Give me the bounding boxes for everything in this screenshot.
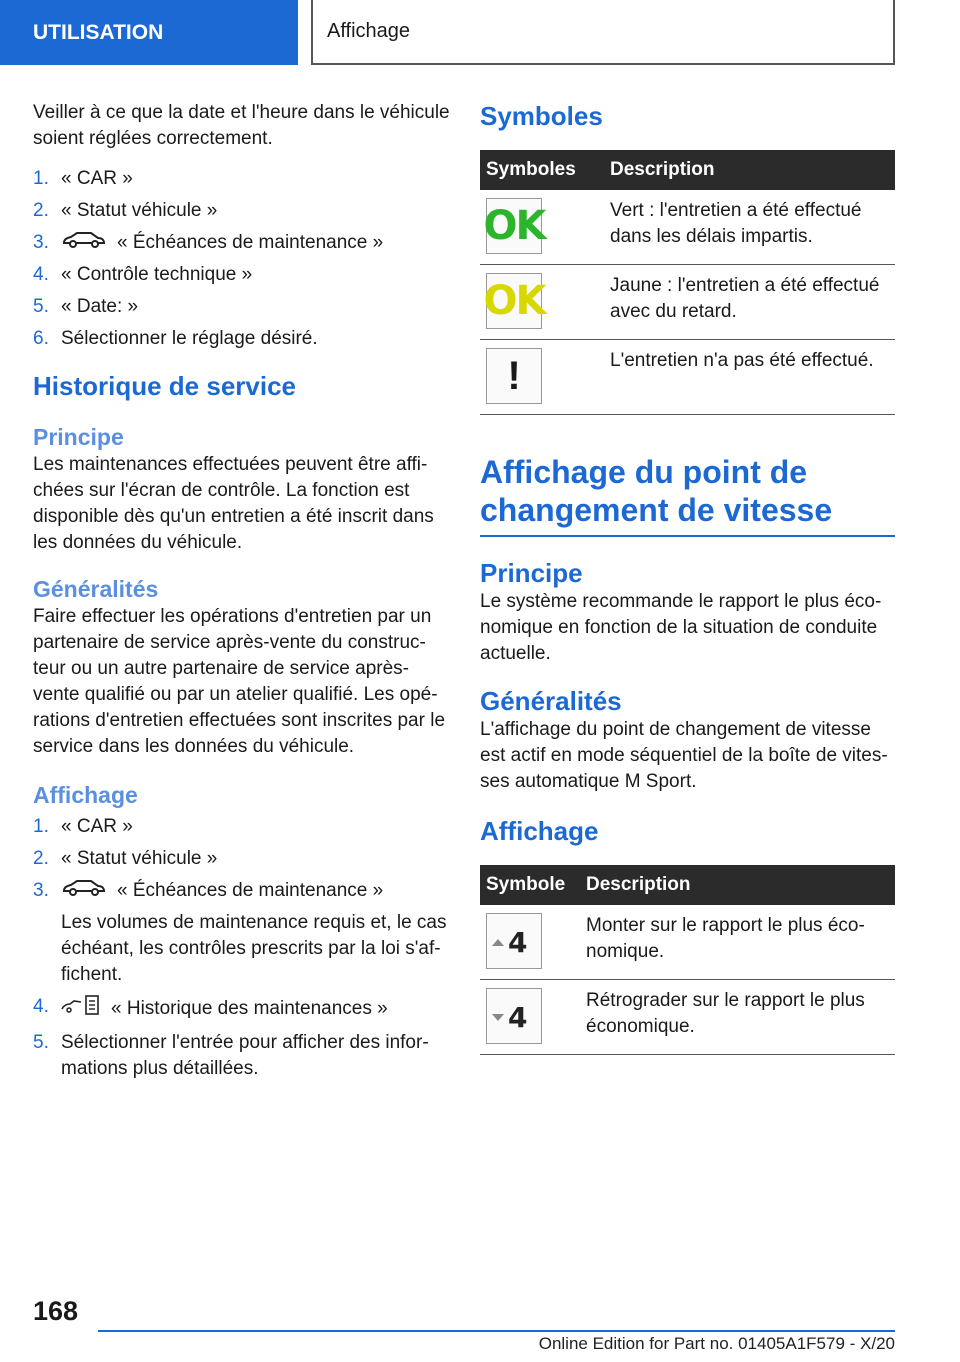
list-text: Sélectionner l'entrée pour afficher des infor- mations plus détaillées. bbox=[61, 1032, 429, 1080]
list-number: 3. bbox=[33, 880, 49, 902]
list-text: « Échéances de maintenance » bbox=[117, 880, 384, 902]
table-row bbox=[480, 340, 895, 415]
page-number: 168 bbox=[33, 1296, 79, 1326]
list-item bbox=[33, 294, 453, 320]
symbol-cell bbox=[480, 265, 604, 340]
edition-text: Online Edition for Part no. 01405A1F579 - X/20 bbox=[538, 1334, 895, 1353]
list-number: 5. bbox=[33, 1032, 49, 1054]
heading-generalites: Généralités bbox=[480, 686, 622, 716]
exclamation-icon: ! bbox=[486, 348, 542, 404]
heading-service-history: Historique de service bbox=[33, 371, 296, 402]
topic-label: Affichage bbox=[327, 20, 411, 42]
heading-affichage: Affichage bbox=[480, 816, 599, 846]
table-row bbox=[480, 980, 895, 1055]
footer-divider bbox=[98, 1330, 895, 1332]
shift-up-icon bbox=[486, 913, 542, 969]
list-text: « Historique des maintenances » bbox=[111, 998, 388, 1020]
ok-green-icon: OK bbox=[486, 198, 542, 254]
symbol-cell bbox=[480, 905, 580, 980]
topic-tab bbox=[311, 0, 895, 65]
list-item bbox=[33, 814, 453, 840]
principe-paragraph: Le système recommande le rapport le plus éco- nomique en fonction de la situation de conduite actuelle. bbox=[480, 591, 882, 664]
table-row bbox=[480, 905, 895, 980]
list-item bbox=[33, 166, 453, 192]
column-header: Description bbox=[604, 150, 895, 190]
shift-symbols-table bbox=[480, 865, 895, 1055]
list-text: « Date: » bbox=[61, 296, 139, 318]
intro-paragraph: Veiller à ce que la date et l'heure dans le véhicule soient réglées correctement. bbox=[33, 102, 450, 149]
left-column bbox=[33, 100, 453, 1088]
symbol-cell bbox=[480, 340, 604, 415]
list-item bbox=[33, 198, 453, 224]
description-cell: L'entretien n'a pas été effectué. bbox=[604, 340, 895, 415]
generalites-paragraph: L'affichage du point de changement de vitesse est actif en mode séquentiel de la boîte de vites- ses automatique M Sport. bbox=[480, 719, 888, 792]
list-text: « Statut véhicule » bbox=[61, 200, 218, 221]
description-cell: Vert : l'entretien a été effectué dans les délais impartis. bbox=[604, 190, 895, 265]
right-column bbox=[480, 100, 895, 1055]
list-item bbox=[33, 994, 453, 1024]
maintenance-symbols-table bbox=[480, 150, 895, 415]
list-item bbox=[33, 262, 453, 288]
symbol-cell bbox=[480, 190, 604, 265]
date-steps-list bbox=[33, 166, 453, 352]
section-tab bbox=[0, 0, 298, 65]
list-item bbox=[33, 326, 453, 352]
description-cell: Jaune : l'entretien a été effectué avec du retard. bbox=[604, 265, 895, 340]
list-text: Sélectionner le réglage désiré. bbox=[61, 328, 318, 350]
principe-paragraph: Les maintenances effectuées peuvent être affi- chées sur l'écran de contrôle. La fonction est disponible dès qu'un entretien a été inscrit dans les données du véhicule. bbox=[33, 454, 434, 554]
table-header-row bbox=[480, 865, 895, 905]
car-maintenance-icon bbox=[61, 878, 107, 904]
column-header: Description bbox=[580, 865, 895, 905]
description-cell: Monter sur le rapport le plus éco- nomique. bbox=[580, 905, 895, 980]
heading-symboles: Symboles bbox=[480, 101, 603, 131]
list-number: 4. bbox=[33, 996, 49, 1018]
list-number: 2. bbox=[33, 200, 49, 221]
display-steps-list bbox=[33, 814, 453, 1082]
list-number: 3. bbox=[33, 232, 49, 253]
table-row bbox=[480, 265, 895, 340]
list-text: « CAR » bbox=[61, 168, 133, 189]
car-history-icon bbox=[61, 994, 101, 1024]
car-maintenance-icon bbox=[61, 230, 107, 256]
section-label: UTILISATION bbox=[33, 20, 164, 44]
list-text: « CAR » bbox=[61, 816, 133, 838]
list-text: « Statut véhicule » bbox=[61, 848, 218, 870]
list-number: 2. bbox=[33, 848, 49, 870]
list-subtext: Les volumes de maintenance requis et, le cas échéant, les contrôles prescrits par la loi s'af- fichent. bbox=[61, 912, 447, 986]
list-item bbox=[33, 1030, 453, 1082]
heading-principe: Principe bbox=[33, 424, 124, 451]
heading-affichage: Affichage bbox=[33, 782, 138, 809]
heading-shift-point-display: Affichage du point de changement de vitesse bbox=[480, 453, 895, 537]
shift-down-icon bbox=[486, 988, 542, 1044]
list-item bbox=[33, 846, 453, 872]
table-row bbox=[480, 190, 895, 265]
list-number: 4. bbox=[33, 264, 49, 286]
list-text: « Contrôle technique » bbox=[61, 264, 253, 286]
svg-text:4: 4 bbox=[508, 1001, 528, 1031]
heading-generalites: Généralités bbox=[33, 576, 159, 603]
column-header: Symboles bbox=[480, 150, 604, 190]
list-number: 5. bbox=[33, 296, 49, 318]
svg-text:4: 4 bbox=[508, 926, 528, 956]
description-cell: Rétrograder sur le rapport le plus économique. bbox=[580, 980, 895, 1055]
ok-yellow-icon: OK bbox=[486, 273, 542, 329]
list-item bbox=[33, 878, 453, 988]
list-number: 6. bbox=[33, 328, 49, 350]
symbol-cell bbox=[480, 980, 580, 1055]
column-header: Symbole bbox=[480, 865, 580, 905]
list-number: 1. bbox=[33, 168, 49, 189]
table-header-row bbox=[480, 150, 895, 190]
list-text: « Échéances de maintenance » bbox=[117, 232, 384, 254]
heading-principe: Principe bbox=[480, 558, 583, 588]
generalites-paragraph: Faire effectuer les opérations d'entretien par un partenaire de service après-vente du construc- teur ou un autre partenaire de service après- vente qualifié ou par un atelier qualifié. Les opé- rations d'entretien effectuées sont inscrites par le service dans les données du véhicule. bbox=[33, 606, 446, 758]
list-number: 1. bbox=[33, 816, 49, 838]
list-item bbox=[33, 230, 453, 256]
